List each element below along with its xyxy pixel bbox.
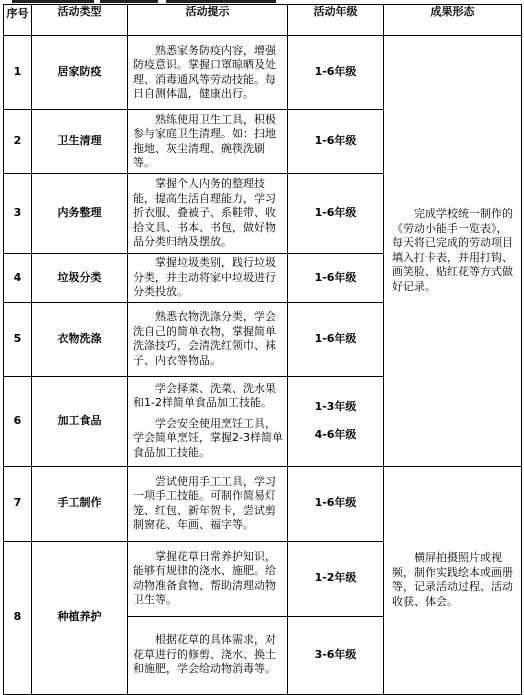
header-grade: 活动年级: [288, 5, 384, 36]
activity-type: 手工制作: [32, 466, 128, 541]
activity-type: 垃圾分类: [32, 254, 128, 303]
row-number: 8: [4, 541, 32, 694]
result-form-photo-record: 横屏拍摄照片或视频，制作实践绘本或画册等，记录活动过程、活动收获、体会。: [384, 466, 522, 694]
grade-range: 1-6年级: [288, 110, 384, 174]
table-row: [4, 466, 522, 541]
activity-type: 居家防疫: [32, 36, 128, 110]
row-number: 1: [4, 36, 32, 110]
activity-type: 内务整理: [32, 174, 128, 254]
activity-tip: 尝试使用手工工具，学习一项手工技能。可制作简易灯笼、红包、新年贺卡，尝试剪制窗花、年画、福字等。: [128, 466, 288, 541]
table-row: [4, 36, 522, 110]
header-row: [4, 5, 522, 36]
row-number: 2: [4, 110, 32, 174]
grade-range: 3-6年级: [288, 616, 384, 694]
row-number: 3: [4, 174, 32, 254]
activity-type: 衣物洗涤: [32, 302, 128, 376]
row-number: 7: [4, 466, 32, 541]
activity-tip: 掌握垃圾类别，践行垃圾分类，并主动将家中垃圾进行分类投放。: [128, 254, 288, 303]
grade-range: 1-6年级: [288, 466, 384, 541]
header-result-form: 成果形态: [384, 5, 522, 36]
activity-tip: 掌握花草日常养护知识，能够有规律的浇水、施肥。给动物准备食物、帮助清理动物卫生等。: [128, 541, 288, 616]
header-activity-tip: 活动提示: [128, 5, 288, 36]
activity-tip: 根据花草的具体需求，对花草进行的修剪、浇水、换土和施肥，学会给动物消毒等。: [128, 616, 288, 694]
grade-range: 1-6年级: [288, 174, 384, 254]
grade-range: 1-3年级 4-6年级: [288, 376, 384, 466]
activity-tip: 熟悉衣物洗涤分类，学会洗自己的简单衣物，掌握简单洗涤技巧，会清洗红领巾、袜子、内衣等物品。: [128, 302, 288, 376]
activity-type: 卫生清理: [32, 110, 128, 174]
labor-activity-table: [3, 4, 522, 695]
activity-type: 种植养护: [32, 541, 128, 694]
activity-tip: 学会择菜、洗菜、洗水果和1-2样简单食品加工技能。 学会安全使用烹饪工具，学会简单烹饪，掌握2-3样简单食品加工技能。: [128, 376, 288, 466]
activity-tip: 熟悉家务防疫内容，增强防疫意识。掌握口罩晾晒及处理、消毒通风等劳动技能。每日自测体温，健康出行。: [128, 36, 288, 110]
grade-range: 1-2年级: [288, 541, 384, 616]
activity-type: 加工食品: [32, 376, 128, 466]
grade-range: 1-6年级: [288, 36, 384, 110]
row-number: 4: [4, 254, 32, 303]
header-activity-type: 活动类型: [32, 5, 128, 36]
row-number: 5: [4, 302, 32, 376]
grade-range: 1-6年级: [288, 302, 384, 376]
grade-range: 1-6年级: [288, 254, 384, 303]
header-number: 序号: [4, 5, 32, 36]
result-form-daily-checkin: 完成学校统一制作的《劳动小能手一览表》，每天将已完成的劳动项目填入打卡表，并用打钩、画笑脸、贴红花等方式做好记录。: [384, 36, 522, 467]
activity-tip: 掌握个人内务的整理技能，提高生活自理能力，学习折衣服、叠被子、系鞋带、收拾文具、书本、书包，做好物品分类归纳及摆放。: [128, 174, 288, 254]
row-number: 6: [4, 376, 32, 466]
activity-tip: 熟练使用卫生工具，积极参与家庭卫生清理。如：扫地拖地、灰尘清理、碗筷洗刷等。: [128, 110, 288, 174]
